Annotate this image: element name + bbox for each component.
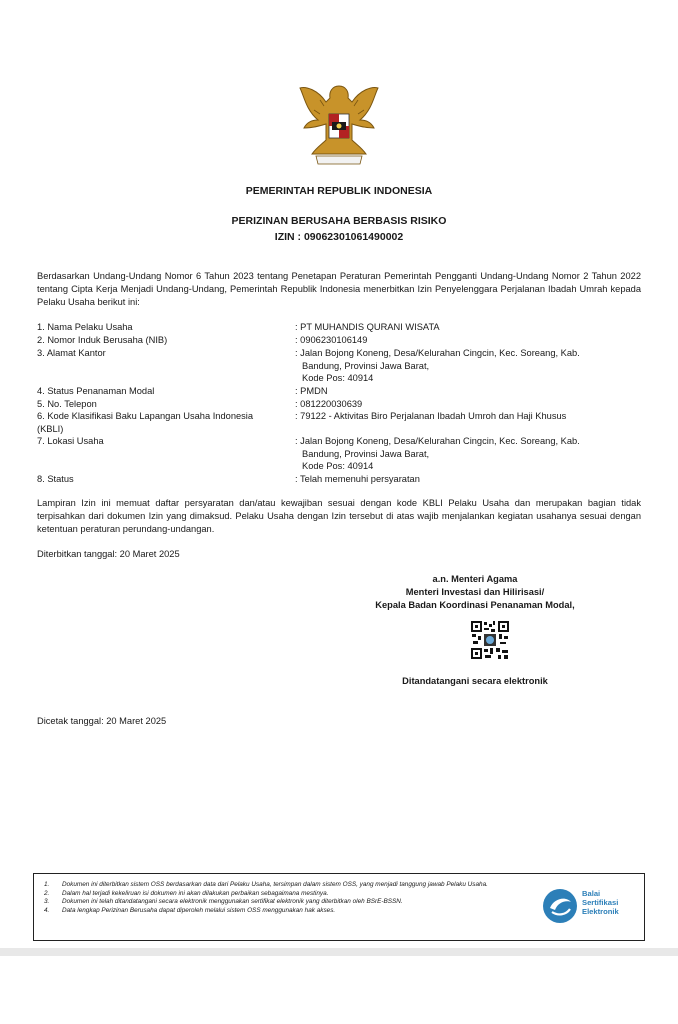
detail-label: 8. Status <box>37 474 74 484</box>
detail-value <box>295 435 641 473</box>
detail-label: 5. No. Telepon <box>37 399 97 409</box>
address-line: Kode Pos: 40914 <box>302 461 374 472</box>
footer-notes-box <box>33 873 645 941</box>
detail-label: 1. Nama Pelaku Usaha <box>37 322 133 332</box>
footer-note: 2. Dalam hal terjadi kekeliruan isi dokumen ini akan dilakukan perbaikan sebagaimana mestinya. <box>44 889 329 897</box>
footer-notes-list <box>44 881 524 915</box>
signatory-line: a.n. Menteri Agama <box>432 574 518 584</box>
label-line: (KBLI) <box>37 423 64 434</box>
qr-code-icon <box>470 620 510 660</box>
detail-label: 4. Status Penanaman Modal <box>37 386 155 396</box>
garuda-emblem-icon <box>296 80 382 168</box>
detail-label: 3. Alamat Kantor <box>37 348 106 358</box>
bottom-edge-bar <box>0 948 678 956</box>
detail-value: : Telah memenuhi persyaratan <box>295 474 420 484</box>
bsre-text-line: Sertifikasi <box>582 898 619 908</box>
footer-note: 3. Dokumen ini telah ditandatangani secara elektronik menggunakan sertifikat elektronik yang diterbitkan oleh BSrE-BSSN. <box>44 898 403 906</box>
bsre-logo-icon <box>542 888 578 924</box>
bsre-text-line: Balai <box>582 889 601 898</box>
detail-value: : 79122 - Aktivitas Biro Perjalanan Ibadah Umroh dan Haji Khusus <box>295 411 567 421</box>
address-line: Bandung, Provinsi Jawa Barat, <box>302 360 430 371</box>
signatory-line: Kepala Badan Koordinasi Penanaman Modal, <box>375 600 575 610</box>
permit-number: IZIN : 09062301061490002 <box>274 231 404 243</box>
issued-date: Diterbitkan tanggal: 20 Maret 2025 <box>37 549 180 559</box>
signatory-line: Menteri Investasi dan Hilirisasi/ <box>405 587 545 597</box>
label-line: 6. Kode Klasifikasi Baku Lapangan Usaha Indonesia <box>37 411 254 421</box>
detail-label: 2. Nomor Induk Berusaha (NIB) <box>37 335 168 345</box>
bsre-text-line: Elektronik <box>582 907 619 917</box>
detail-value <box>295 347 641 385</box>
address-line: : Jalan Bojong Koneng, Desa/Kelurahan Cingcin, Kec. Soreang, Kab. <box>295 436 580 446</box>
printed-date: Dicetak tanggal: 20 Maret 2025 <box>37 716 167 726</box>
footer-note: 1. Dokumen ini diterbitkan sistem OSS berdasarkan data dari Pelaku Usaha, tersimpan dalam sistem OSS, yang menjadi tanggung jawab Pelaku Usaha. <box>44 881 488 888</box>
detail-value: : PT MUHANDIS QURANI WISATA <box>295 322 440 332</box>
document-title: PERIZINAN BERUSAHA BERBASIS RISIKO <box>231 215 447 227</box>
detail-label <box>37 410 287 435</box>
address-line: Bandung, Provinsi Jawa Barat, <box>302 448 430 459</box>
detail-value: : 081220030639 <box>295 399 363 409</box>
address-line: : Jalan Bojong Koneng, Desa/Kelurahan Cingcin, Kec. Soreang, Kab. <box>295 348 580 358</box>
footer-note: 4. Data lengkap Perizinan Berusaha dapat diperoleh melalui sistem OSS menggunakan hak akses. <box>44 906 336 914</box>
address-line: Kode Pos: 40914 <box>302 373 374 384</box>
attachment-paragraph: Lampiran Izin ini memuat daftar persyaratan dan/atau kewajiban sesuai dengan kode KBLI Pelaku Usaha dan merupakan bagian tidak terpisahkan dari dokumen Izin yang dimaksud. Pelaku Usaha dengan Izin tersebut di atas wajib menjalankan kegiatan usahanya sesuai dengan ketentuan peraturan perundang-undangan. <box>37 498 641 534</box>
intro-paragraph: Berdasarkan Undang-Undang Nomor 6 Tahun 2023 tentang Penetapan Peraturan Pemerintah Pengganti Undang-Undang Nomor 2 Tahun 2022 tentang Cipta Kerja Menjadi Undang-Undang, Pemerintah Republik Indonesia menerbitkan Izin Penyelenggara Perjalanan Ibadah Umrah kepada Pelaku Usaha berikut ini: <box>37 271 641 307</box>
bsre-logo <box>542 886 634 926</box>
government-heading: PEMERINTAH REPUBLIK INDONESIA <box>245 185 433 197</box>
e-signature-note: Ditandatangani secara elektronik <box>402 676 548 686</box>
detail-value: : PMDN <box>295 386 328 396</box>
detail-label: 7. Lokasi Usaha <box>37 436 104 446</box>
detail-value: : 0906230106149 <box>295 335 368 345</box>
